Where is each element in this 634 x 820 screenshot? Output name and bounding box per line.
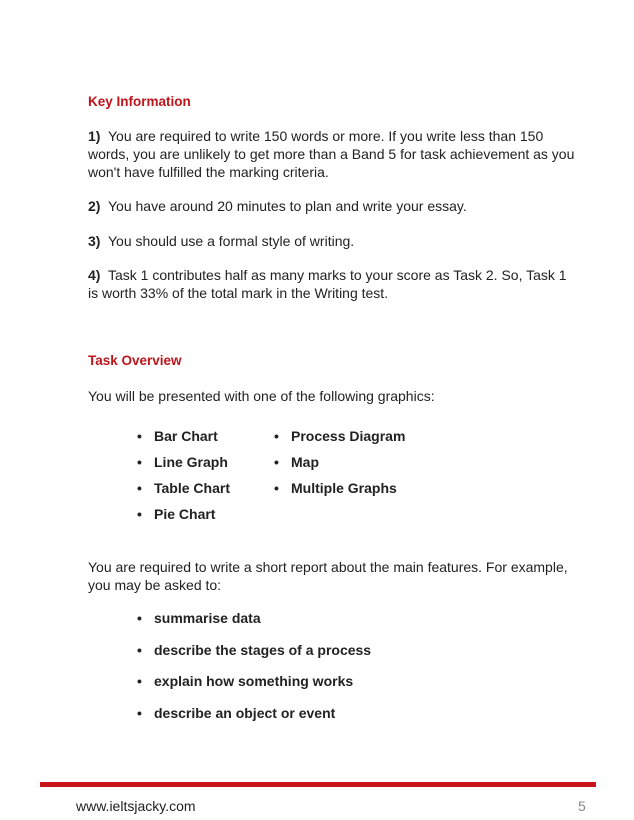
bullet-icon: • (137, 705, 142, 722)
key-point-text: You have around 20 minutes to plan and write your essay. (107, 198, 467, 214)
list-item (274, 453, 405, 479)
key-point-1 (88, 127, 578, 181)
bullet-icon: • (137, 506, 142, 522)
key-point-text: You should use a formal style of writing. (107, 233, 355, 249)
task-item: describe an object or event (154, 705, 336, 722)
key-point-number: 2) (88, 198, 101, 214)
key-point-number: 1) (88, 128, 101, 144)
list-item (137, 427, 230, 453)
key-point-number: 3) (88, 233, 101, 249)
bullet-icon: • (137, 454, 142, 470)
list-item (137, 672, 371, 704)
footer-divider (40, 782, 596, 787)
bullet-icon: • (137, 673, 142, 690)
key-point-text: Task 1 contributes half as many marks to your score as Task 2. So, Task 1 is worth 33% of the total mark in the Writing test. (88, 267, 567, 301)
bullet-icon: • (274, 428, 279, 444)
bullet-icon: • (274, 454, 279, 470)
bullet-icon: • (137, 428, 142, 444)
graphic-type: Process Diagram (291, 428, 406, 444)
key-point-2 (88, 197, 578, 215)
graphic-type: Map (291, 454, 319, 470)
task-item: summarise data (154, 610, 261, 626)
key-point-text: You are required to write 150 words or more. If you write less than 150 words, you are unlikely to get more than a Band 5 for task achievement as you won't have fulfilled the marking criteria. (88, 128, 575, 180)
graphic-type: Table Chart (154, 480, 230, 496)
list-item (274, 479, 405, 505)
list-item (137, 641, 371, 673)
page-number: 5 (578, 798, 586, 814)
footer-url[interactable]: www.ieltsjacky.com (76, 798, 196, 814)
key-point-4 (88, 266, 578, 302)
graphic-type: Multiple Graphs (291, 480, 397, 496)
list-item (137, 479, 230, 505)
key-info-heading: Key Information (88, 94, 191, 109)
key-point-number: 4) (88, 267, 101, 283)
graphics-intro: You will be presented with one of the following graphics: (88, 388, 435, 404)
report-intro: You are required to write a short report about the main features. For example, you may be asked to: (88, 559, 568, 593)
task-item: explain how something works (154, 673, 354, 690)
bullet-icon: • (274, 480, 279, 496)
list-item (274, 427, 405, 453)
task-item: describe the stages of a process (154, 641, 372, 658)
graphic-type: Bar Chart (154, 428, 218, 444)
list-item (137, 704, 371, 736)
task-overview-heading: Task Overview (88, 353, 182, 368)
bullet-icon: • (137, 480, 142, 496)
key-point-3 (88, 232, 578, 250)
bullet-icon: • (137, 610, 142, 626)
graphic-type: Pie Chart (154, 506, 216, 522)
task-list (137, 609, 371, 736)
list-item (137, 453, 230, 479)
bullet-icon: • (137, 641, 142, 658)
list-item (137, 609, 371, 641)
graphics-list-col1 (137, 427, 230, 531)
graphic-type: Line Graph (154, 454, 228, 470)
list-item (137, 505, 230, 531)
graphics-list-col2 (274, 427, 405, 505)
